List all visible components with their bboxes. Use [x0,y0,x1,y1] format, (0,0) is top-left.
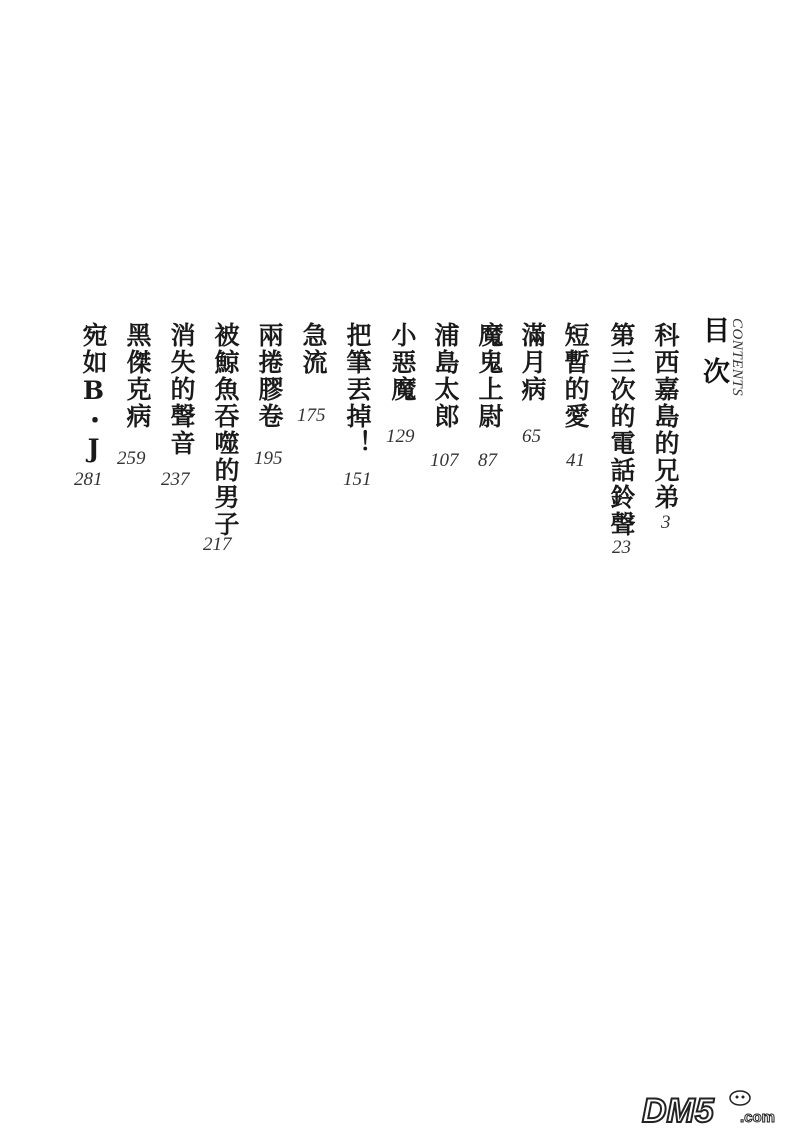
toc-entry-page-10: 195 [254,448,283,469]
toc-entry-page-4: 65 [522,426,541,447]
toc-entry-title-6: 浦島太郎 [431,322,460,430]
toc-entry-page-8: 151 [343,469,372,490]
toc-entry-title-10: 兩捲膠卷 [255,322,284,430]
toc-entry-page-3: 41 [566,450,585,471]
toc-entry-title-11: 被鯨魚吞噬的男子 [211,322,240,538]
toc-entry-page-9: 175 [297,405,326,426]
toc-entry-title-13: 黑傑克病 [123,322,152,430]
toc-entry-page-14: 281 [74,469,103,490]
watermark-text: DM5 [642,1092,714,1130]
mascot-icon [730,1091,750,1105]
toc-entry-page-6: 107 [430,450,459,471]
site-watermark-logo [640,1088,786,1130]
toc-entry-title-2: 第三次的電話鈴聲 [607,322,636,538]
contents-label: CONTENTS [729,318,745,397]
toc-entry-title-7: 小惡魔 [388,322,417,403]
page-title: 目次 [698,316,729,398]
toc-entry-page-2: 23 [612,537,631,558]
toc-entry-title-12: 消失的聲音 [167,322,196,457]
toc-entry-title-3: 短暫的愛 [561,322,590,430]
watermark-suffix: .com [740,1109,776,1126]
toc-entry-page-5: 87 [478,450,497,471]
toc-entry-page-11: 217 [203,534,232,555]
toc-entry-page-12: 237 [161,469,190,490]
toc-entry-title-4: 滿月病 [518,322,547,403]
toc-entry-title-14: 宛如B・J [79,322,108,465]
toc-entry-title-8: 把筆丟掉！ [343,322,372,457]
toc-entry-page-7: 129 [386,426,415,447]
toc-entry-title-9: 急流 [299,322,328,376]
toc-entry-title-5: 魔鬼上尉 [475,322,504,430]
toc-entry-title-1: 科西嘉島的兄弟 [651,322,680,511]
toc-entry-page-1: 3 [661,512,671,533]
toc-entry-page-13: 259 [117,448,146,469]
